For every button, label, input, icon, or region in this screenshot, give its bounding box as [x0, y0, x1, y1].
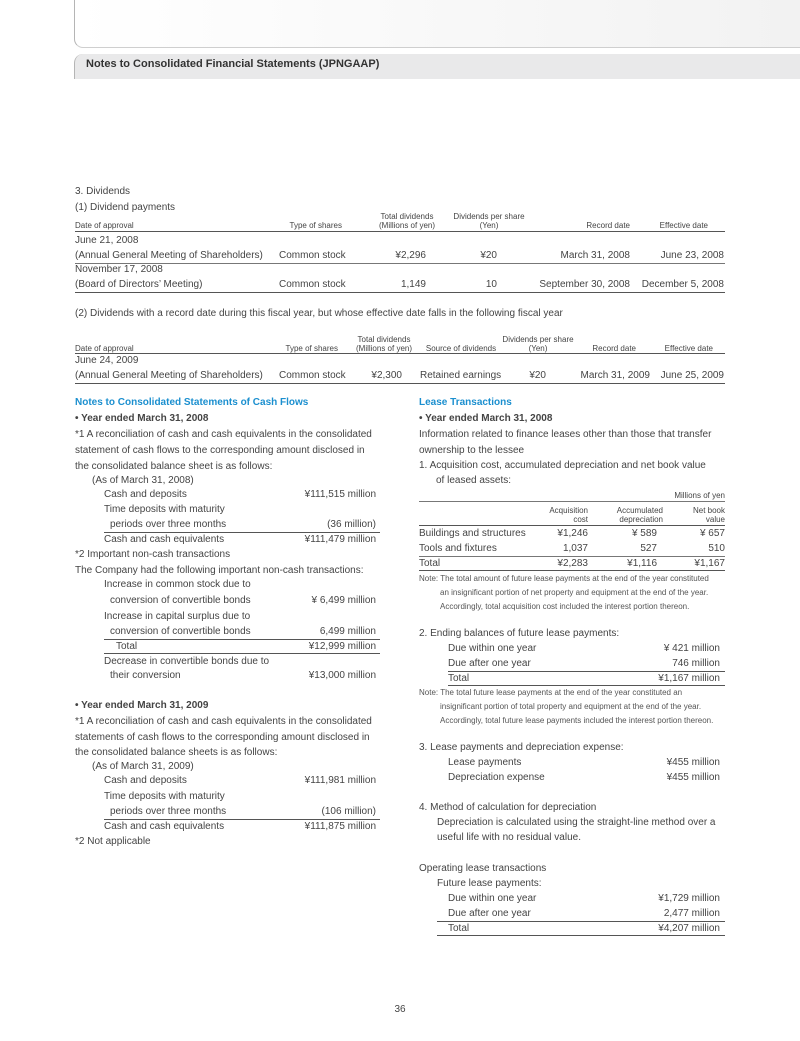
cf-2008-nc-row3-label: Increase in capital surplus due to: [104, 611, 251, 622]
cf-2008-row4-label: Cash and cash equivalents: [104, 534, 225, 545]
cf-2009-asof: (As of March 31, 2009): [92, 761, 194, 772]
cf-2008-nc-row6-label: Decrease in convertible bonds due to: [104, 656, 270, 667]
t2-row-effective: June 25, 2009: [660, 370, 724, 381]
t1-header-effective: Effective date: [659, 221, 708, 230]
lease-row2-c2: 527: [640, 543, 657, 554]
t1-row2-type: Common stock: [279, 279, 346, 290]
t1-row2-date: November 17, 2008: [75, 264, 163, 275]
cf-2008-asof: (As of March 31, 2008): [92, 475, 194, 486]
t2-header-total-2: (Millions of yen): [355, 344, 412, 353]
cf-2008-nc-row4-value: 6,499 million: [319, 626, 376, 637]
lease-fut-row3-value: ¥1,167 million: [658, 673, 720, 684]
cf-2008-nc-row2-value: ¥ 6,499 million: [311, 595, 376, 606]
cf-2009-rule: [104, 819, 380, 820]
lease-bottom-rule: [419, 570, 725, 571]
lease-fut-row2-value: 746 million: [672, 658, 720, 669]
op-row3-label: Total: [448, 923, 470, 934]
lease-row1-label: Buildings and structures: [419, 528, 526, 539]
lease-row2-c3: 510: [708, 543, 725, 554]
t2-header-date: Date of approval: [75, 344, 134, 353]
lease-pay-row2-value: ¥455 million: [666, 772, 720, 783]
cf-2008-p1-line2: statement of cash flows to the corresponding amount disclosed in: [75, 445, 365, 456]
cf-2008-row1-value: ¥111,515 million: [304, 489, 376, 500]
t2-header-effective: Effective date: [664, 344, 713, 353]
cf-2009-row2-label: Time deposits with maturity: [104, 791, 225, 802]
cashflows-title: Notes to Consolidated Statements of Cash Flows: [75, 397, 309, 408]
lease-note1-line3: Accordingly, total acquisition cost included the interest portion thereon.: [440, 602, 690, 611]
t1-row1-dps: ¥20: [480, 250, 497, 261]
cf-2008-nc-row5-label: Total: [116, 641, 138, 652]
t1-row1-effective: June 23, 2008: [660, 250, 724, 261]
lease-note2-line3: Accordingly, total future lease payments included the interest portion thereon.: [440, 716, 714, 725]
op-row2-label: Due after one year: [448, 908, 531, 919]
lease-row2-c1: 1,037: [562, 543, 588, 554]
t1-header-dps-1: Dividends per share: [453, 212, 525, 221]
t2-header-record: Record date: [592, 344, 636, 353]
lease-pay-row1-value: ¥455 million: [666, 757, 720, 768]
cf-2009-row3-value: (106 million): [321, 806, 376, 817]
lease-item1-line1: 1. Acquisition cost, accumulated depreciation and net book value: [419, 460, 706, 471]
cf-2008-row3-value: (36 million): [327, 519, 376, 530]
t1-row1-total: ¥2,296: [395, 250, 426, 261]
t1-row2-desc: (Board of Directors’ Meeting): [75, 279, 203, 290]
t1-header-rule: [75, 231, 725, 232]
t1-row1-desc: (Annual General Meeting of Shareholders): [75, 250, 263, 261]
cf-2008-nc-row7-label: their conversion: [110, 670, 181, 681]
cf-2008-p2: *2 Important non-cash transactions: [75, 549, 231, 560]
lease-heading: • Year ended March 31, 2008: [419, 413, 553, 424]
t2-header-rule: [75, 353, 725, 354]
lease-intro-line1: Information related to finance leases other than those that transfer: [419, 429, 712, 440]
cf-2009-row3-label: periods over three months: [110, 806, 227, 817]
cf-2008-heading: • Year ended March 31, 2008: [75, 413, 209, 424]
t1-header-total-2: (Millions of yen): [378, 221, 435, 230]
t1-row2-effective: December 5, 2008: [641, 279, 724, 290]
lease-fut-row1-value: ¥ 421 million: [663, 643, 720, 654]
lease-row1-c2: ¥ 589: [631, 528, 657, 539]
lease-row3-c1: ¥2,283: [557, 558, 588, 569]
t2-row-record: March 31, 2009: [580, 370, 650, 381]
lease-item1-line2: of leased assets:: [436, 475, 512, 486]
dividends-sub2: (2) Dividends with a record date during this fiscal year, but whose effective date falls in the following fiscal year: [75, 308, 563, 319]
cf-2009-heading: • Year ended March 31, 2009: [75, 700, 209, 711]
cf-2008-rule: [104, 532, 380, 533]
lease-row1-c1: ¥1,246: [557, 528, 588, 539]
lease-item4-line2: Depreciation is calculated using the straight-line method over a: [437, 817, 716, 828]
cf-2008-nc-row7-value: ¥13,000 million: [308, 670, 376, 681]
cf-2008-nc-rule2: [104, 653, 380, 654]
lease-title: Lease Transactions: [419, 397, 512, 408]
lease-col3-h1: Net book: [692, 506, 725, 515]
lease-note1-line2: an insignificant portion of net property and equipment at the end of the year.: [440, 588, 709, 597]
header-band: [74, 0, 800, 48]
op-row2-value: 2,477 million: [663, 908, 720, 919]
lease-fut-row2-label: Due after one year: [448, 658, 531, 669]
dividends-sub1: (1) Dividend payments: [75, 202, 176, 213]
lease-item2: 2. Ending balances of future lease payments:: [419, 628, 620, 639]
lease-item3: 3. Lease payments and depreciation expense:: [419, 742, 624, 753]
t1-header-record: Record date: [586, 221, 630, 230]
cf-2008-nc-row1-label: Increase in common stock due to: [104, 579, 251, 590]
lease-note1-line1: Note: The total amount of future lease payments at the end of the year constituted: [419, 574, 709, 583]
cf-2008-nc-rule1: [104, 639, 380, 640]
t2-row-desc: (Annual General Meeting of Shareholders): [75, 370, 263, 381]
cf-2009-row1-label: Cash and deposits: [104, 775, 187, 786]
cf-2009-p2: *2 Not applicable: [75, 836, 151, 847]
lease-intro-line2: ownership to the lessee: [419, 445, 525, 456]
lease-col2-h2: depreciation: [619, 515, 663, 524]
page-number: 36: [394, 1004, 406, 1015]
op-rule1: [437, 921, 725, 922]
t1-row2-record: September 30, 2008: [539, 279, 630, 290]
op-rule2: [437, 935, 725, 936]
op-row3-value: ¥4,207 million: [658, 923, 720, 934]
t2-header-dps-1: Dividends per share: [502, 335, 574, 344]
t2-row-dps: ¥20: [529, 370, 546, 381]
cf-2008-nc-row2-label: conversion of convertible bonds: [110, 595, 251, 606]
t2-header-dps-2: (Yen): [528, 344, 548, 353]
op-row1-label: Due within one year: [448, 893, 537, 904]
page-title: Notes to Consolidated Financial Statements (JPNGAAP): [86, 58, 380, 70]
lease-row3-label: Total: [419, 558, 441, 569]
lease-fut-row3-label: Total: [448, 673, 470, 684]
t2-header-type: Type of shares: [285, 344, 338, 353]
cf-2008-row4-value: ¥111,479 million: [304, 534, 376, 545]
lease-item4-line3: useful life with no residual value.: [437, 832, 581, 843]
cf-2008-nc-row5-value: ¥12,999 million: [308, 641, 376, 652]
dividends-heading: 3. Dividends: [75, 186, 131, 197]
t1-row1-date: June 21, 2008: [75, 235, 139, 246]
t2-row-date: June 24, 2009: [75, 355, 139, 366]
lease-fut-row1-label: Due within one year: [448, 643, 537, 654]
lease-note2-line2: insignificant portion of total property and equipment at the end of the year.: [440, 702, 702, 711]
lease-fut-rule1: [448, 671, 725, 672]
cf-2008-row3-label: periods over three months: [110, 519, 227, 530]
t1-header-total-1: Total dividends: [380, 212, 434, 221]
op-row1-value: ¥1,729 million: [658, 893, 720, 904]
lease-row3-c2: ¥1,116: [627, 558, 657, 569]
t1-row-rule: [75, 263, 725, 264]
lease-col2-h1: Accumulated: [616, 506, 663, 515]
t1-header-dps-2: (Yen): [479, 221, 499, 230]
cf-2008-row2-label: Time deposits with maturity: [104, 504, 225, 515]
lease-col3-h2: value: [705, 515, 725, 524]
lease-unit-rule: [419, 501, 725, 502]
lease-pay-row2-label: Depreciation expense: [448, 772, 545, 783]
cf-2009-row1-value: ¥111,981 million: [304, 775, 376, 786]
cf-2009-p1-line3: the consolidated balance sheets is as follows:: [75, 747, 278, 758]
t2-bottom-rule: [75, 383, 725, 384]
t2-row-type: Common stock: [279, 370, 346, 381]
cf-2009-row4-value: ¥111,875 million: [304, 821, 376, 832]
cf-2009-row4-label: Cash and cash equivalents: [104, 821, 225, 832]
lease-row1-c3: ¥ 657: [699, 528, 725, 539]
cf-2008-row1-label: Cash and deposits: [104, 489, 187, 500]
lease-pay-row1-label: Lease payments: [448, 757, 522, 768]
lease-col1-h1: Acquisition: [549, 506, 588, 515]
t1-row1-type: Common stock: [279, 250, 346, 261]
cf-2009-p1-line1: *1 A reconciliation of cash and cash equivalents in the consolidated: [75, 716, 372, 727]
cf-2008-nc-row4-label: conversion of convertible bonds: [110, 626, 251, 637]
lease-header-rule: [419, 525, 725, 526]
cf-2008-p3: The Company had the following important non-cash transactions:: [75, 565, 364, 576]
t1-bottom-rule: [75, 292, 725, 293]
t2-header-total-1: Total dividends: [357, 335, 411, 344]
lease-note2-line1: Note: The total future lease payments at the end of the year constituted an: [419, 688, 683, 697]
lease-unit: Millions of yen: [674, 491, 725, 500]
t1-header-date: Date of approval: [75, 221, 134, 230]
lease-col1-h2: cost: [573, 515, 588, 524]
t1-row2-dps: 10: [485, 279, 497, 290]
cf-2008-p1-line1: *1 A reconciliation of cash and cash equivalents in the consolidated: [75, 429, 372, 440]
lease-total-rule: [419, 556, 725, 557]
lease-row3-c3: ¥1,167: [694, 558, 725, 569]
t1-row1-record: March 31, 2008: [560, 250, 630, 261]
t2-row-total: ¥2,300: [371, 370, 402, 381]
t2-row-source: Retained earnings: [420, 370, 502, 381]
cf-2008-p1-line3: the consolidated balance sheet is as follows:: [75, 461, 273, 472]
lease-row2-label: Tools and fixtures: [419, 543, 497, 554]
cf-2009-p1-line2: statements of cash flows to the corresponding amount disclosed in: [75, 732, 370, 743]
t1-row2-total: 1,149: [400, 279, 426, 290]
t1-header-type: Type of shares: [289, 221, 342, 230]
op-lease-sub: Future lease payments:: [437, 878, 542, 889]
op-lease-title: Operating lease transactions: [419, 863, 547, 874]
t2-header-source: Source of dividends: [425, 344, 497, 353]
lease-item4-line1: 4. Method of calculation for depreciation: [419, 802, 597, 813]
